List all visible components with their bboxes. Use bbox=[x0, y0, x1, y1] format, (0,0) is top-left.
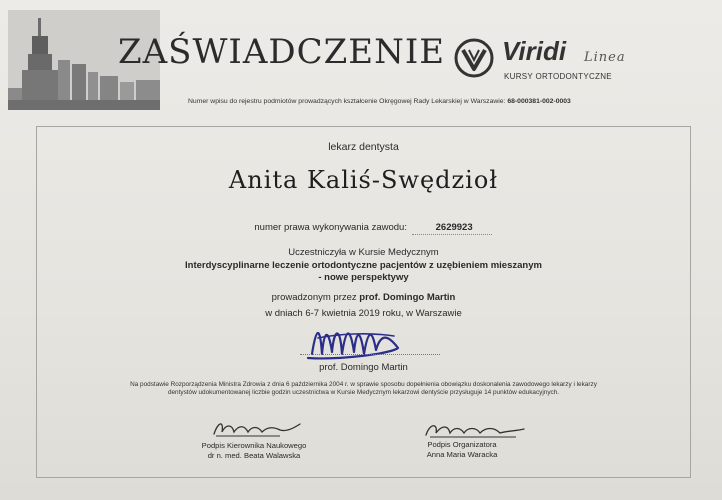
course-title-line-2: - nowe perspektywy bbox=[318, 272, 409, 283]
logo-tagline: KURSY ORTODONTYCZNE bbox=[504, 72, 612, 81]
led-by-line bbox=[36, 292, 691, 303]
course-title-line-1: Interdyscyplinarne leczenie ortodontyczne pacjentów z uzębieniem mieszanym bbox=[185, 260, 542, 271]
certificate-title: ZAŚWIADCZENIE bbox=[118, 32, 446, 72]
legal-notice: Na podstawie Rozporządzenia Ministra Zdrowia z dnia 6 października 2004 r. w sprawie sposobu dopełnienia obowiązku doskonalenia zawodowego lekarzy i lekarzy dentystów udokumentowanej liczbie godzin uczestnictwa w Kursie Medycznym lekarzowi dentyście przysługuje 14 punktów edukacyjnych. bbox=[130, 381, 597, 397]
led-by-name: prof. Domingo Martin bbox=[359, 292, 456, 303]
logo-brand: Viridi bbox=[502, 36, 567, 66]
lecturer-signature-line bbox=[300, 354, 440, 355]
course-title bbox=[36, 260, 691, 284]
signer-left bbox=[154, 441, 354, 461]
viridi-logo-icon bbox=[454, 38, 494, 83]
participant-text: Uczestniczyła w Kursie Medycznym bbox=[288, 247, 439, 258]
course-dates: w dniach 6-7 kwietnia 2019 roku, w Warszawie bbox=[265, 308, 462, 319]
registry-number: 68-000381-002-0003 bbox=[507, 98, 571, 105]
registry-text: Numer wpisu do rejestru podmiotów prowadzących kształcenie Okręgowej Rady Lekarskiej w Warszawie: bbox=[188, 98, 506, 105]
lecturer-caption: prof. Domingo Martin bbox=[319, 362, 408, 373]
signer-right-role: Podpis Organizatora bbox=[427, 440, 497, 449]
signer-left-name: dr n. med. Beata Walawska bbox=[207, 451, 301, 460]
led-by-label: prowadzonym przez bbox=[271, 292, 357, 303]
lecturer-signature-icon bbox=[298, 318, 418, 367]
licence-label: numer prawa wykonywania zawodu: bbox=[254, 222, 407, 233]
licence-number: 2629923 bbox=[435, 222, 473, 233]
signer-right-name: Anna Maria Waracka bbox=[426, 450, 498, 459]
registry-line bbox=[188, 98, 571, 105]
licence-line bbox=[36, 222, 691, 233]
logo-script: Linea bbox=[584, 50, 626, 65]
licence-underline bbox=[412, 234, 492, 235]
signer-right bbox=[362, 440, 562, 460]
recipient-name: Anita Kaliś-Swędzioł bbox=[228, 166, 499, 194]
recipient-role: lekarz dentysta bbox=[328, 141, 399, 153]
signer-left-role: Podpis Kierownika Naukowego bbox=[201, 441, 307, 450]
